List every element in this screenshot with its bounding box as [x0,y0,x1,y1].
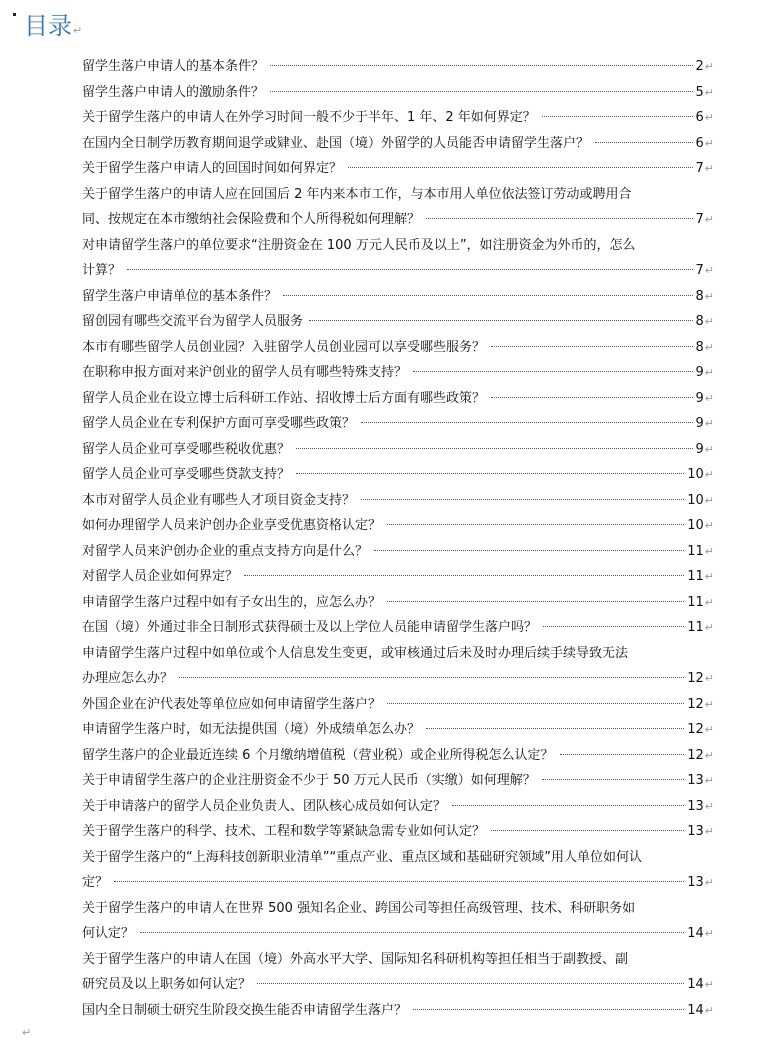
toc-entry[interactable] [82,692,714,718]
toc-entry-last-line [82,590,714,616]
toc-entry[interactable] [82,998,714,1024]
page-number-value: 8 [695,314,704,329]
dot-leader [452,804,684,806]
toc-title [24,9,82,48]
toc-entry-text: 关于申请留学生落户的企业注册资金不少于 50 万元人民币（实缴）如何理解？ [82,773,536,788]
page-number-value: 9 [695,390,704,406]
toc-entry-text: 申请留学生落户过程中如单位或个人信息发生变更，或审核通过后未及时办理后续手续导致无法 [82,645,629,661]
page-number-value: 6 [695,110,704,125]
paragraph-mark: ↵ [704,799,714,813]
dot-leader [491,829,684,831]
toc-page-number [687,819,714,845]
toc-entry-last-line [82,539,714,565]
dot-leader [374,549,684,551]
page-number-value: 11 [687,620,704,635]
toc-entry-text: 研究员及以上职务如何认定？ [82,977,252,992]
paragraph-mark: ↵ [73,24,83,37]
toc-entry-last-line [82,258,714,284]
paragraph-mark: ↵ [704,723,714,736]
dot-leader [543,625,684,627]
toc-entry-text: 留学生落户的企业最近连续 6 个月缴纳增值税（营业税）或企业所得税怎么认定？ [82,747,554,763]
toc-entry-text: 本市有哪些留学人员创业园？入驻留学人员创业园可以享受哪些服务？ [82,339,486,355]
toc-title-text: 目录 [24,12,72,40]
dot-leader [387,702,684,704]
page-number-value: 14 [687,926,704,941]
dot-leader [283,294,692,296]
toc-entry-last-line [82,743,714,769]
dot-leader [309,319,692,321]
toc-entry-last-line [82,131,714,157]
paragraph-mark: ↵ [704,417,714,430]
toc-page-number [696,105,715,131]
toc-entry-last-line [82,335,714,361]
dot-leader [296,472,684,474]
page-number-value: 13 [687,824,704,839]
toc-entry-last-line [82,921,714,947]
toc-entry-last-line [82,870,714,896]
dot-leader [542,115,693,117]
toc-page-number [687,590,714,616]
toc-entry-last-line [82,692,714,718]
dot-leader [140,931,684,933]
page-number-value: 12 [687,696,704,712]
toc-page-number [687,794,714,820]
paragraph-mark: ↵ [704,544,714,558]
page-number-value: 11 [687,594,704,610]
toc-entry-last-line [82,794,714,820]
toc-entry[interactable] [82,156,714,182]
toc-entry-text: 定？ [82,875,109,890]
toc-page-number [696,207,715,233]
toc-entry-line [82,896,714,922]
paragraph-mark: ↵ [704,1003,714,1017]
page-number-value: 2 [695,59,704,74]
paragraph-mark: ↵ [704,468,714,481]
toc-page-number [696,156,715,182]
toc-entry-line [82,641,714,667]
dot-leader [244,574,684,576]
toc-page-number [687,615,714,641]
toc-entry[interactable] [82,386,714,412]
toc-page-number [696,437,715,463]
paragraph-mark: ↵ [704,570,714,583]
toc-entry[interactable] [82,488,714,514]
toc-entry-last-line [82,80,714,106]
toc-entry-text: 留学人员企业可享受哪些税收优惠？ [82,441,291,457]
toc-entry-last-line [82,717,714,743]
paragraph-mark: ↵ [704,825,714,838]
toc-entry-last-line [82,360,714,386]
toc-page-number [696,284,715,310]
dot-leader [491,345,692,347]
toc-entry[interactable] [82,80,714,106]
toc-entry[interactable] [82,233,714,284]
paragraph-mark: ↵ [704,748,714,762]
toc-entry[interactable] [82,437,714,463]
page-number-value: 12 [687,747,704,763]
toc-entry-text: 对留学人员来沪创办企业的重点支持方向是什么？ [82,543,369,559]
page-number-value: 13 [687,773,704,788]
page-number-value: 8 [695,288,704,304]
toc-entry-line [82,182,714,208]
toc-page-number [696,360,715,386]
dot-leader [270,90,692,92]
dot-leader [257,982,684,984]
paragraph-mark: ↵ [704,136,714,150]
toc-entry-text: 对留学人员企业如何界定？ [82,569,239,584]
toc-entry-last-line [82,309,714,335]
toc-entry[interactable] [82,462,714,488]
toc-entry[interactable] [82,513,714,539]
toc-entry[interactable] [82,131,714,157]
toc-entry-last-line [82,54,714,80]
toc-entry-text: 关于留学生落户的申请人在世界 500 强知名企业、跨国公司等担任高级管理、技术、科研职务如 [82,900,636,916]
toc-page-number [696,131,715,157]
toc-page-number [687,692,714,718]
toc-entry-text: 留学生落户申请人的激励条件？ [82,84,265,100]
toc-entry-text: 申请留学生落户时，如无法提供国（境）外成绩单怎么办？ [82,722,421,737]
toc-page-number [687,462,714,488]
page-number-value: 7 [695,161,704,176]
toc-page-number [687,998,714,1024]
toc-entry-text: 留学生落户申请人的基本条件？ [82,59,265,74]
toc-list [82,54,714,1023]
toc-entry-last-line [82,998,714,1024]
page-number-value: 13 [687,798,704,814]
page-number-value: 11 [687,569,704,584]
toc-entry-last-line [82,437,714,463]
page-number-value: 6 [695,135,704,151]
toc-entry-text: 在国内全日制学历教育期间退学或肄业、赴国（境）外留学的人员能否申请留学生落户？ [82,135,590,151]
paragraph-mark: ↵ [704,213,714,226]
dot-leader [426,727,684,729]
page-number-value: 5 [695,84,704,100]
dot-leader [361,421,692,423]
dot-leader [179,676,684,678]
toc-entry-text: 计算？ [82,263,122,278]
toc-entry-last-line [82,284,714,310]
paragraph-mark: ↵ [704,672,714,685]
paragraph-mark: ↵ [704,621,714,634]
page-number-value: 7 [695,212,704,227]
toc-entry-text: 国内全日制硕士研究生阶段交换生能否申请留学生落户？ [82,1002,408,1018]
dot-leader [595,141,692,143]
toc-page-number [696,258,715,284]
toc-entry[interactable] [82,182,714,233]
toc-entry[interactable] [82,717,714,743]
toc-page-number [687,921,714,947]
paragraph-mark: ↵ [704,60,714,73]
toc-entry-last-line [82,513,714,539]
toc-entry-last-line [82,156,714,182]
paragraph-mark: ↵ [704,264,714,277]
toc-entry-text: 在国（境）外通过非全日制形式获得硕士及以上学位人员能申请留学生落户吗？ [82,620,538,635]
toc-entry-last-line [82,666,714,692]
toc-entry-line [82,233,714,259]
page-number-value: 9 [695,441,704,457]
toc-entry-text: 留学人员企业可享受哪些贷款支持？ [82,467,291,482]
toc-entry[interactable] [82,105,714,131]
toc-entry[interactable] [82,743,714,769]
toc-entry-text: 关于留学生落户的科学、技术、工程和数学等紧缺急需专业如何认定？ [82,824,486,839]
paragraph-mark: ↵ [704,111,714,124]
paragraph-mark: ↵ [704,162,714,175]
toc-entry-text: 留学生落户申请单位的基本条件？ [82,288,278,304]
toc-entry-text: 在职称申报方面对来沪创业的留学人员有哪些特殊支持？ [82,365,408,380]
toc-entry[interactable] [82,411,714,437]
page-number-value: 12 [687,722,704,737]
toc-entry[interactable] [82,284,714,310]
toc-entry[interactable] [82,768,714,794]
toc-page-number [687,972,714,998]
toc-entry[interactable] [82,360,714,386]
page-number-value: 9 [695,416,704,431]
toc-entry-line [82,845,714,871]
toc-entry[interactable] [82,335,714,361]
paragraph-mark: ↵ [704,978,714,991]
toc-entry[interactable] [82,539,714,565]
toc-entry-text: 关于留学生落户申请人的回国时间如何界定？ [82,161,343,176]
heading-bullet-mark [13,13,16,16]
toc-entry-last-line [82,564,714,590]
toc-entry-last-line [82,768,714,794]
toc-entry-last-line [82,972,714,998]
page-number-value: 13 [687,875,704,890]
toc-entry[interactable] [82,794,714,820]
page-number-value: 9 [695,365,704,380]
toc-entry-text: 留学人员企业在设立博士后科研工作站、招收博士后方面有哪些政策？ [82,390,486,406]
toc-entry[interactable] [82,845,714,896]
dot-leader [348,166,692,168]
toc-entry[interactable] [82,54,714,80]
toc-entry-text: 关于留学生落户的申请人应在回国后 2 年内来本市工作，与本市用人单位依法签订劳动或聘用合 [82,186,632,202]
toc-page-number [696,80,715,106]
dot-leader [296,447,692,449]
toc-page-number [687,717,714,743]
paragraph-mark: ↵ [704,315,714,328]
toc-entry-text: 本市对留学人员企业有哪些人才项目资金支持？ [82,492,356,508]
toc-entry[interactable] [82,615,714,641]
toc-page-number [696,309,715,335]
dot-leader [114,880,684,882]
page-number-value: 12 [687,671,704,686]
toc-entry-text: 如何办理留学人员来沪创办企业享受优惠资格认定？ [82,518,382,533]
toc-page-number [687,768,714,794]
paragraph-mark: ↵ [704,519,714,532]
paragraph-mark: ↵ [704,289,714,303]
end-paragraph-mark: ↵ [22,1026,32,1039]
toc-entry-text: 留创园有哪些交流平台为留学人员服务 [82,314,304,329]
paragraph-mark: ↵ [704,442,714,456]
toc-entry[interactable] [82,819,714,845]
dot-leader [491,396,692,398]
page-number-value: 7 [695,263,704,278]
paragraph-mark: ↵ [704,876,714,889]
toc-page-number [687,564,714,590]
toc-entry-text: 外国企业在沪代表处等单位应如何申请留学生落户？ [82,696,382,712]
toc-entry-last-line [82,488,714,514]
toc-entry[interactable] [82,309,714,335]
paragraph-mark: ↵ [704,391,714,405]
paragraph-mark: ↵ [704,774,714,787]
toc-page-number [687,513,714,539]
toc-entry-text: 关于留学生落户的申请人在外学习时间一般不少于半年、1 年、2 年如何界定？ [82,110,536,125]
dot-leader [413,1008,684,1010]
paragraph-mark: ↵ [704,493,714,507]
toc-entry-text: 留学人员企业在专利保护方面可享受哪些政策？ [82,416,356,431]
paragraph-mark: ↵ [704,366,714,379]
toc-entry-text: 对申请留学生落户的单位要求“注册资金在 100 万元人民币及以上”，如注册资金为外币的，怎么 [82,237,636,253]
toc-page-number [687,488,714,514]
toc-page-number [696,386,715,412]
toc-page-number [696,54,715,80]
dot-leader [270,64,692,66]
dot-leader [413,370,692,372]
toc-entry-last-line [82,462,714,488]
toc-page-number [687,743,714,769]
toc-entry-text: 同、按规定在本市缴纳社会保险费和个人所得税如何理解？ [82,212,421,227]
toc-entry-last-line [82,411,714,437]
toc-entry[interactable] [82,947,714,998]
toc-page-number [696,335,715,361]
toc-entry[interactable] [82,641,714,692]
toc-entry-text: 何认定？ [82,926,135,941]
toc-entry-last-line [82,105,714,131]
toc-page-number [687,870,714,896]
toc-entry-line [82,947,714,973]
toc-page-number [696,411,715,437]
dot-leader [127,268,692,270]
paragraph-mark: ↵ [704,927,714,940]
toc-entry-last-line [82,207,714,233]
toc-entry-text: 办理应怎么办？ [82,671,174,686]
dot-leader [542,778,684,780]
paragraph-mark: ↵ [704,340,714,354]
dot-leader [426,217,692,219]
toc-page-number [687,539,714,565]
toc-entry[interactable] [82,590,714,616]
page-number-value: 14 [687,1002,704,1018]
toc-page-number [687,666,714,692]
page-number-value: 14 [687,977,704,992]
page-number-value: 10 [687,467,704,482]
toc-entry-last-line [82,819,714,845]
toc-entry-last-line [82,615,714,641]
dot-leader [387,600,684,602]
toc-entry-text: 关于留学生落户的申请人在国（境）外高水平大学、国际知名科研机构等担任相当于副教授、副 [82,951,629,967]
page-number-value: 8 [695,339,704,355]
dot-leader [387,523,684,525]
paragraph-mark: ↵ [704,595,714,609]
dot-leader [560,753,685,755]
dot-leader [361,498,684,500]
toc-entry-text: 申请留学生落户过程中如有子女出生的，应怎么办？ [82,594,382,610]
toc-entry-text: 关于留学生落户的“上海科技创新职业清单”“重点产业、重点区域和基础研究领域”用人单位如何认 [82,849,642,865]
toc-entry[interactable] [82,896,714,947]
paragraph-mark: ↵ [704,85,714,99]
paragraph-mark: ↵ [704,697,714,711]
toc-entry[interactable] [82,564,714,590]
toc-entry-text: 关于申请落户的留学人员企业负责人、团队核心成员如何认定？ [82,798,447,814]
toc-entry-last-line [82,386,714,412]
page-number-value: 10 [687,492,704,508]
page-number-value: 10 [687,518,704,533]
page-number-value: 11 [687,543,704,559]
